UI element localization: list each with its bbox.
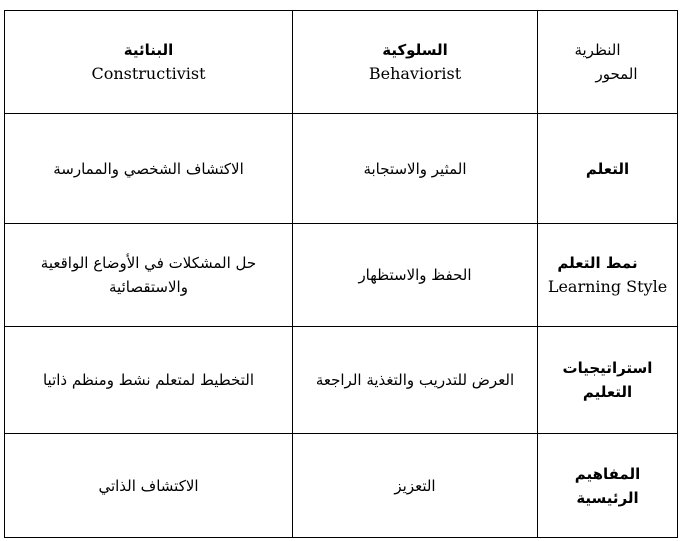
behaviorist-header-en: Behaviorist <box>368 64 462 83</box>
behaviorist-value: التعزيز <box>394 476 436 495</box>
constructivist-value: الاكتشاف الذاتي <box>98 476 199 495</box>
row-label-learning-style: نمط التعلم <box>557 254 638 272</box>
constructivist-header-en: Constructivist <box>91 64 206 83</box>
behaviorist-header-ar: السلوكية <box>382 41 448 59</box>
constructivist-value: الاكتشاف الشخصي والممارسة <box>53 159 244 178</box>
behaviorist-cell <box>293 434 538 538</box>
row-label-cell <box>538 114 678 224</box>
row-label-key-concepts: المفاهيم الرئيسية <box>574 464 641 507</box>
behaviorist-value: الحفظ والاستظهار <box>358 266 472 284</box>
constructivist-value-line2: والاستقصائية <box>109 278 188 296</box>
constructivist-header-cell <box>5 11 293 114</box>
row-label-teaching-strategies: استراتيجيات التعليم <box>562 359 653 401</box>
constructivist-header-ar: البنائية <box>123 41 174 59</box>
corner-theory-label: النظرية <box>574 41 621 59</box>
row-label-learning: التعلم <box>585 159 630 178</box>
constructivist-cell <box>5 327 293 434</box>
table-header-row <box>5 11 678 114</box>
behaviorist-value: العرض للتدريب والتغذية الراجعة <box>315 371 515 389</box>
table-row <box>5 327 678 434</box>
table-row <box>5 434 678 538</box>
table-row <box>5 114 678 224</box>
corner-header-cell <box>538 11 678 114</box>
corner-axis-label: المحور <box>595 65 638 83</box>
row-label-cell <box>538 224 678 327</box>
row-label-cell <box>538 434 678 538</box>
constructivist-value: حل المشكلات في الأوضاع الواقعية <box>40 254 257 272</box>
comparison-table-frame <box>4 10 677 537</box>
behaviorist-cell <box>293 327 538 434</box>
row-label-learning-style-en: Learning Style <box>547 277 668 296</box>
constructivist-value: التخطيط لمتعلم نشط ومنظم ذاتيا <box>42 371 255 389</box>
behaviorist-header-cell <box>293 11 538 114</box>
behaviorist-cell <box>293 224 538 327</box>
constructivist-cell <box>5 434 293 538</box>
theory-comparison-table <box>4 10 678 538</box>
constructivist-cell <box>5 224 293 327</box>
constructivist-cell <box>5 114 293 224</box>
table-row <box>5 224 678 327</box>
row-label-cell <box>538 327 678 434</box>
behaviorist-cell <box>293 114 538 224</box>
behaviorist-value: المثير والاستجابة <box>363 159 467 178</box>
